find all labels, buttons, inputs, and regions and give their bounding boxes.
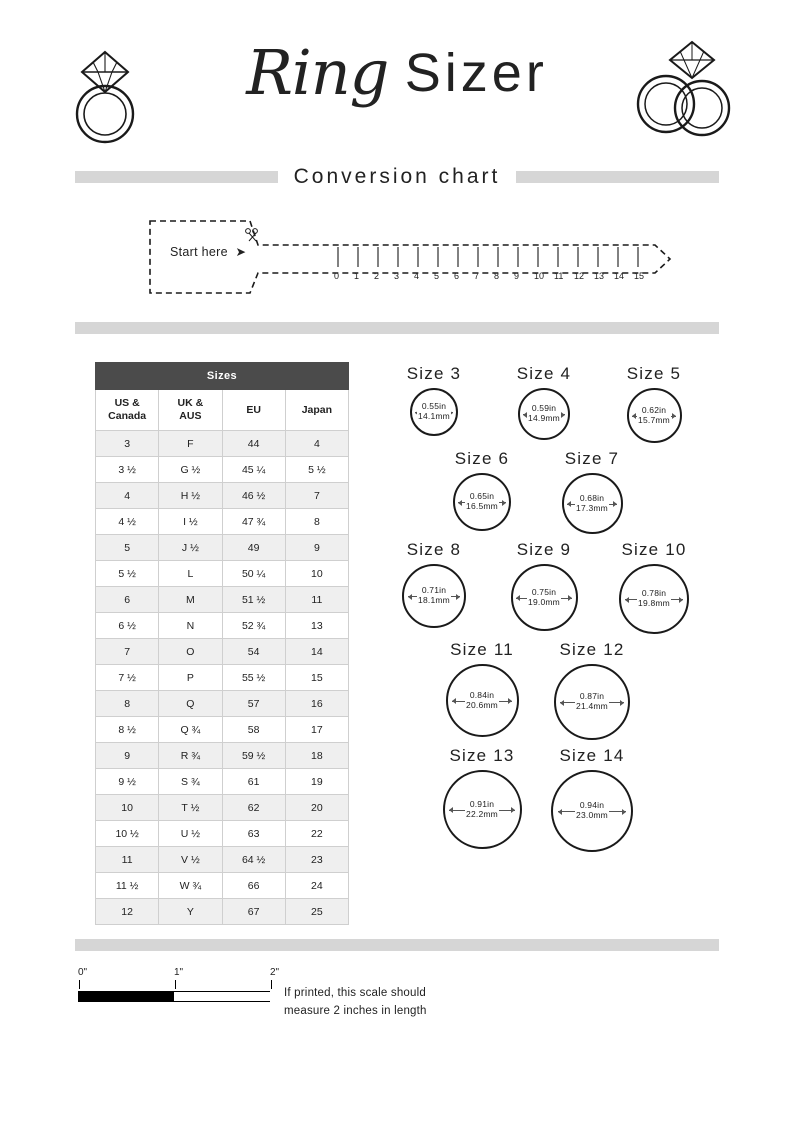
ring-measurement-mm: 15.7mm <box>638 414 670 425</box>
table-row <box>96 457 349 483</box>
table-cell: 67 <box>222 899 285 925</box>
ring-measurement <box>527 404 561 424</box>
ring-circle <box>511 564 578 631</box>
table-cell: 57 <box>222 691 285 717</box>
ring-measurement-inches: 0.87in <box>579 691 605 702</box>
table-cell: 24 <box>285 873 348 899</box>
ring-circle <box>554 664 630 740</box>
table-column-header-row <box>96 390 349 431</box>
table-cell: 51 ½ <box>222 587 285 613</box>
ring-measurement-mm: 22.2mm <box>466 808 498 819</box>
ring-measurement <box>417 586 451 606</box>
ring-measurement-mm: 20.6mm <box>466 699 498 710</box>
sizer-tick-number: 3 <box>394 271 400 281</box>
scale-tick-label: 2" <box>270 967 280 979</box>
table-cell: 13 <box>285 613 348 639</box>
ring-size-item <box>489 364 599 440</box>
ring-size-label: Size 11 <box>450 640 514 659</box>
ring-size-label: Size 6 <box>454 449 510 468</box>
table-cell: G ½ <box>159 457 222 483</box>
table-cell: 5 ½ <box>285 457 348 483</box>
ring-row <box>379 449 734 534</box>
subtitle-row <box>75 165 719 189</box>
ring-circle <box>619 564 689 634</box>
sizer-tick-number: 7 <box>474 271 480 281</box>
sizer-tick-number: 15 <box>634 271 645 281</box>
table-cell: 62 <box>222 795 285 821</box>
ring-circle <box>443 770 522 849</box>
table-cell: O <box>159 639 222 665</box>
table-row <box>96 821 349 847</box>
print-calibration-scale <box>78 967 794 1027</box>
table-row <box>96 873 349 899</box>
ring-measurement <box>575 801 609 821</box>
ring-measurement-mm: 21.4mm <box>576 701 608 711</box>
table-column-header-2: EU <box>222 390 285 431</box>
ring-measurement-inches: 0.68in <box>579 492 605 503</box>
sizer-tick-number: 10 <box>534 271 545 281</box>
table-cell: 5 <box>96 535 159 561</box>
ring-circle <box>518 388 570 440</box>
ring-size-item <box>427 449 537 531</box>
ring-circle <box>402 564 466 628</box>
table-row <box>96 587 349 613</box>
sizer-tick-number: 11 <box>554 271 564 281</box>
table-cell: J ½ <box>159 535 222 561</box>
table-cell: L <box>159 561 222 587</box>
ring-size-item <box>379 540 489 628</box>
table-cell: 52 ¾ <box>222 613 285 639</box>
table-row <box>96 795 349 821</box>
table-row <box>96 665 349 691</box>
table-cell: 17 <box>285 717 348 743</box>
table-main-header: Sizes <box>96 363 349 390</box>
start-here-label: Start here ➤ <box>170 245 247 259</box>
scale-tick-label: 0" <box>78 967 88 979</box>
sizer-tick-number: 5 <box>434 271 440 281</box>
table-column-header-0: US & Canada <box>96 390 159 431</box>
ring-measurement-mm: 19.8mm <box>638 598 670 608</box>
table-cell: 49 <box>222 535 285 561</box>
table-cell: W ¾ <box>159 873 222 899</box>
ring-circle <box>551 770 633 852</box>
ring-measurement <box>465 492 499 512</box>
ring-measurement-mm: 23.0mm <box>576 810 608 820</box>
ring-row <box>379 540 734 634</box>
table-cell: Y <box>159 899 222 925</box>
table-cell: H ½ <box>159 483 222 509</box>
table-cell: 8 <box>96 691 159 717</box>
page-title-script: Ring <box>246 36 389 109</box>
table-row <box>96 613 349 639</box>
table-row <box>96 691 349 717</box>
ring-circle <box>562 473 623 534</box>
ring-measurement-inches: 0.94in <box>579 800 605 811</box>
table-cell: 23 <box>285 847 348 873</box>
sizer-tick-number: 2 <box>374 271 380 281</box>
table-cell: F <box>159 431 222 457</box>
table-cell: 46 ½ <box>222 483 285 509</box>
table-cell: 45 ¼ <box>222 457 285 483</box>
ring-measurement <box>637 406 671 426</box>
table-row <box>96 535 349 561</box>
ring-diameter-diagrams <box>349 362 734 858</box>
sizer-strip-svg <box>110 211 690 311</box>
table-cell: 16 <box>285 691 348 717</box>
ring-measurement-mm: 18.1mm <box>418 595 450 605</box>
table-cell: 9 <box>285 535 348 561</box>
table-cell: 7 <box>96 639 159 665</box>
table-cell: 4 <box>285 431 348 457</box>
table-cell: 5 ½ <box>96 561 159 587</box>
scale-tick-mark <box>175 980 176 989</box>
table-cell: 22 <box>285 821 348 847</box>
table-cell: 50 ¼ <box>222 561 285 587</box>
ring-measurement-mm: 19.0mm <box>528 596 560 607</box>
table-cell: 66 <box>222 873 285 899</box>
ring-measurement-inches: 0.71in <box>421 585 447 596</box>
ring-size-item <box>427 640 537 737</box>
ring-row <box>379 640 734 740</box>
scale-note: If printed, this scale should measure 2 inches in length <box>284 987 427 1017</box>
table-cell: 4 ½ <box>96 509 159 535</box>
table-row <box>96 847 349 873</box>
ring-size-label: Size 14 <box>559 746 625 765</box>
table-cell: 11 <box>285 587 348 613</box>
table-cell: 10 <box>285 561 348 587</box>
ring-size-item <box>537 746 647 852</box>
ring-size-label: Size 7 <box>564 449 620 468</box>
ring-row <box>379 364 734 443</box>
table-cell: 6 <box>96 587 159 613</box>
table-body <box>96 431 349 925</box>
table-cell: 3 ½ <box>96 457 159 483</box>
table-cell: 7 <box>285 483 348 509</box>
table-column-header-1: UK & AUS <box>159 390 222 431</box>
ring-measurement-inches: 0.84in <box>469 689 495 700</box>
page-title-plain: Sizer <box>404 42 548 103</box>
table-cell: 54 <box>222 639 285 665</box>
sizer-tick-number: 12 <box>574 271 585 281</box>
table-row <box>96 561 349 587</box>
table-row <box>96 431 349 457</box>
scale-tick-mark <box>271 980 272 989</box>
ring-size-label: Size 4 <box>516 364 572 383</box>
ring-measurement-inches: 0.59in <box>531 403 557 414</box>
sizer-tick-number: 14 <box>614 271 625 281</box>
table-cell: 6 ½ <box>96 613 159 639</box>
ring-size-item <box>427 746 537 849</box>
ring-size-item <box>489 540 599 631</box>
table-cell: Q <box>159 691 222 717</box>
table-cell: V ½ <box>159 847 222 873</box>
ring-size-item <box>599 364 709 443</box>
table-cell: N <box>159 613 222 639</box>
ring-size-conversion-table <box>95 362 349 925</box>
ring-circle <box>410 388 458 436</box>
table-cell: 7 ½ <box>96 665 159 691</box>
table-cell: 19 <box>285 769 348 795</box>
ring-measurement-mm: 14.9mm <box>528 413 560 423</box>
scale-tick-labels <box>78 967 278 981</box>
divider-bar-upper <box>75 322 719 334</box>
ring-measurement <box>465 800 499 820</box>
table-row <box>96 483 349 509</box>
table-row <box>96 717 349 743</box>
table-cell: 20 <box>285 795 348 821</box>
table-cell: 55 ½ <box>222 665 285 691</box>
table-cell: 8 ½ <box>96 717 159 743</box>
ring-measurement-inches: 0.78in <box>641 588 667 599</box>
table-cell: 9 ½ <box>96 769 159 795</box>
ring-measurement-inches: 0.55in <box>421 401 447 412</box>
table-cell: U ½ <box>159 821 222 847</box>
table-cell: T ½ <box>159 795 222 821</box>
table-cell: 58 <box>222 717 285 743</box>
ring-size-label: Size 9 <box>516 540 572 559</box>
sizer-tick-numbers <box>110 271 690 285</box>
table-cell: Q ¾ <box>159 717 222 743</box>
sizer-tick-number: 1 <box>354 271 360 281</box>
table-cell: S ¾ <box>159 769 222 795</box>
table-cell: 15 <box>285 665 348 691</box>
ring-circle <box>453 473 511 531</box>
scale-bars <box>78 991 270 1002</box>
divider-bar-lower <box>75 939 719 951</box>
ring-circle <box>627 388 682 443</box>
ring-measurement <box>465 691 499 711</box>
ring-size-label: Size 5 <box>626 364 682 383</box>
ring-size-item <box>537 640 647 740</box>
table-cell: 11 ½ <box>96 873 159 899</box>
table-row <box>96 769 349 795</box>
table-cell: 64 ½ <box>222 847 285 873</box>
printable-ring-sizer-strip <box>0 211 794 316</box>
table-cell: 18 <box>285 743 348 769</box>
ring-size-label: Size 13 <box>449 746 515 765</box>
arrow-right-icon: ➤ <box>231 245 247 259</box>
table-cell: 9 <box>96 743 159 769</box>
table-cell: 44 <box>222 431 285 457</box>
sizer-tick-number: 0 <box>334 271 340 281</box>
subtitle-bar-left <box>75 171 278 183</box>
ring-measurement-mm: 17.3mm <box>576 502 608 513</box>
ring-measurement-inches: 0.75in <box>531 586 557 597</box>
table-cell: M <box>159 587 222 613</box>
ring-size-item <box>599 540 709 634</box>
main-content <box>0 362 794 925</box>
subtitle-bar-right <box>516 171 719 183</box>
ring-measurement <box>527 588 561 608</box>
table-column-header-3: Japan <box>285 390 348 431</box>
table-row <box>96 743 349 769</box>
table-cell: 4 <box>96 483 159 509</box>
ring-measurement-inches: 0.65in <box>469 491 495 502</box>
scale-tick-label: 1" <box>174 967 184 979</box>
table-row <box>96 509 349 535</box>
ring-row <box>379 746 734 852</box>
table-cell: 25 <box>285 899 348 925</box>
table-cell: 61 <box>222 769 285 795</box>
sizer-tick-number: 8 <box>494 271 500 281</box>
table-cell: R ¾ <box>159 743 222 769</box>
table-row <box>96 899 349 925</box>
scale-tick-mark <box>79 980 80 989</box>
ring-size-item <box>537 449 647 534</box>
ring-circle <box>446 664 519 737</box>
page-title <box>0 36 794 109</box>
ring-size-label: Size 8 <box>406 540 462 559</box>
table-cell: 47 ¾ <box>222 509 285 535</box>
scale-bar-inch-1 <box>78 991 174 1002</box>
ring-size-label: Size 3 <box>406 364 462 383</box>
sizer-tick-number: 4 <box>414 271 420 281</box>
ring-measurement-mm: 16.5mm <box>466 501 498 511</box>
table-cell: 12 <box>96 899 159 925</box>
table-cell: 10 <box>96 795 159 821</box>
ring-measurement <box>417 402 451 422</box>
ring-measurement-inches: 0.91in <box>469 798 495 809</box>
table-cell: 59 ½ <box>222 743 285 769</box>
ring-measurement-inches: 0.62in <box>641 404 667 415</box>
table-cell: P <box>159 665 222 691</box>
table-cell: 14 <box>285 639 348 665</box>
table-cell: 3 <box>96 431 159 457</box>
ring-size-label: Size 12 <box>559 640 625 659</box>
ring-size-item <box>379 364 489 436</box>
ring-size-label: Size 10 <box>621 540 687 559</box>
table-cell: 8 <box>285 509 348 535</box>
ring-measurement-mm: 14.1mm <box>418 411 450 421</box>
table-cell: I ½ <box>159 509 222 535</box>
table-cell: 63 <box>222 821 285 847</box>
ring-measurement <box>637 589 671 609</box>
subtitle-text: Conversion chart <box>293 165 501 188</box>
table-cell: 11 <box>96 847 159 873</box>
ring-measurement <box>575 494 609 514</box>
scale-bar-inch-2 <box>174 991 270 1002</box>
sizer-tick-number: 13 <box>594 271 605 281</box>
sizer-tick-number: 9 <box>514 271 520 281</box>
sizer-tick-number: 6 <box>454 271 460 281</box>
page-header <box>0 0 794 165</box>
table-row <box>96 639 349 665</box>
ring-measurement <box>575 692 609 712</box>
table-cell: 10 ½ <box>96 821 159 847</box>
